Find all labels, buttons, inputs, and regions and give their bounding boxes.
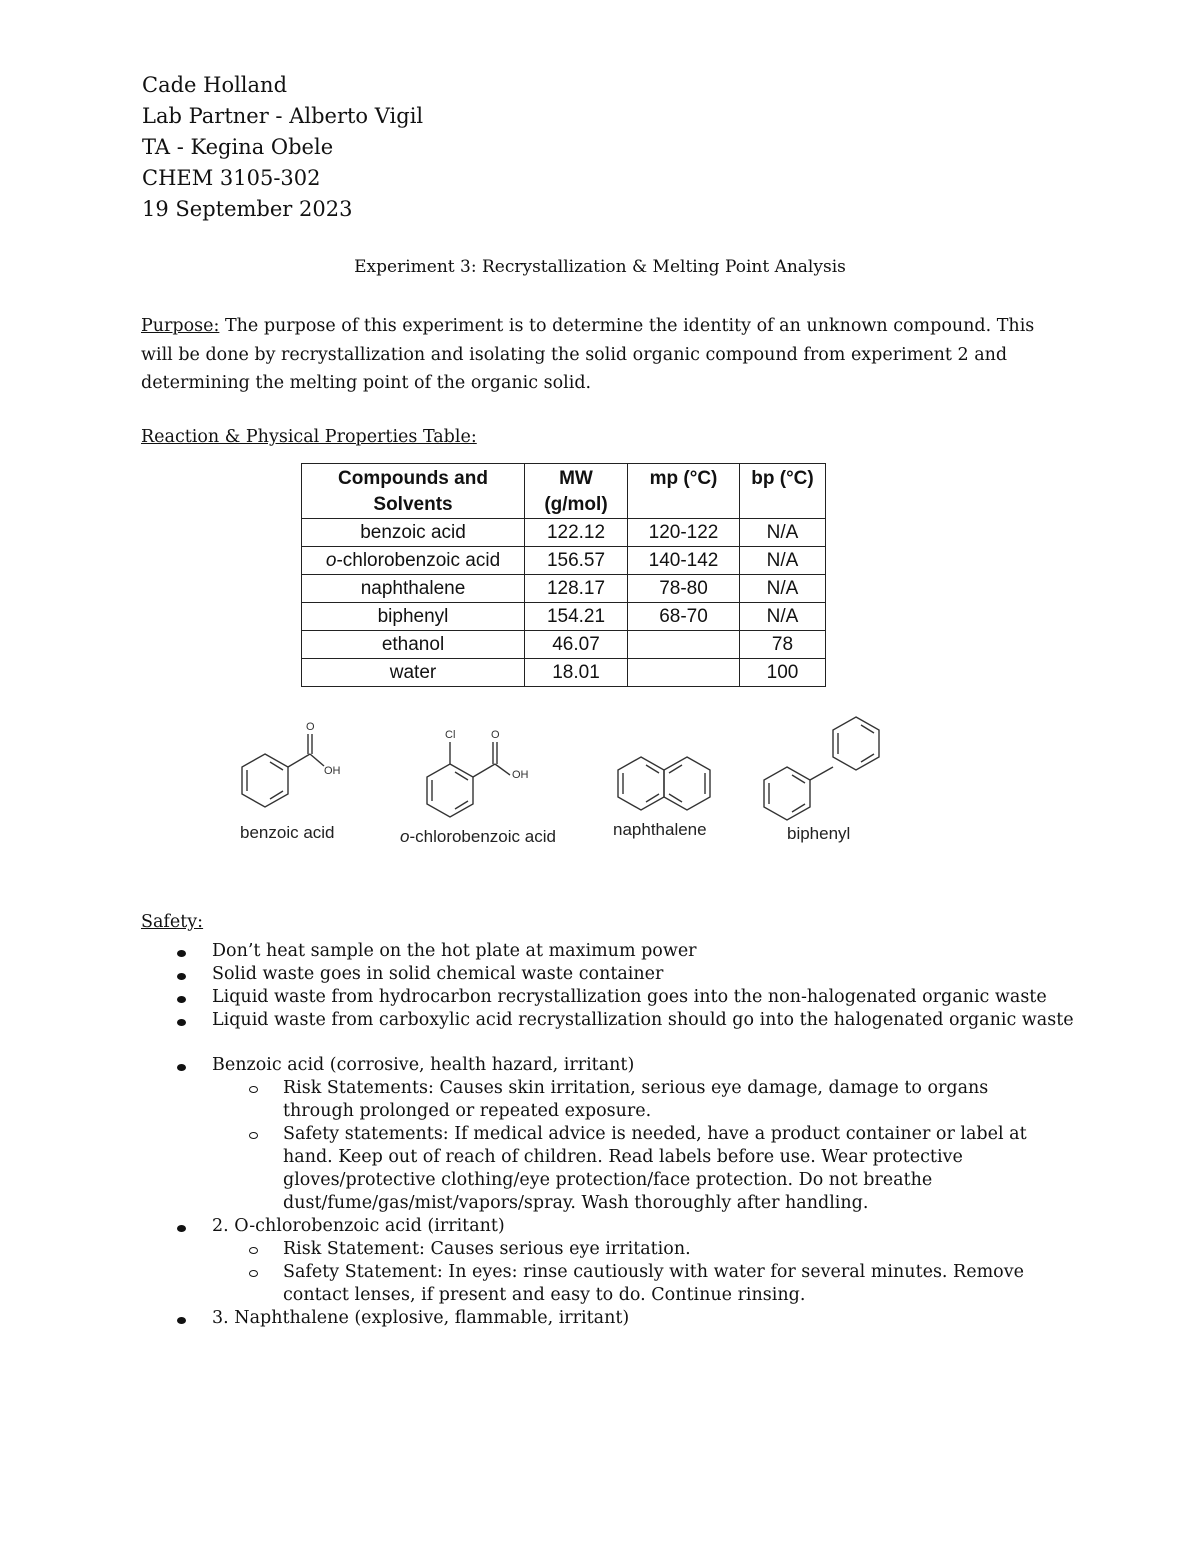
cell-compound: o-chlorobenzoic acid: [302, 547, 525, 575]
experiment-title: Experiment 3: Recrystallization & Melting Point Analysis: [354, 257, 846, 277]
cell-mw: 128.17: [525, 575, 628, 603]
cell-mp: [628, 659, 740, 687]
naphthalene-hazard: 3. Naphthalene (explosive, flammable, irritant): [0, 1307, 1092, 1330]
cell-compound: biphenyl: [302, 603, 525, 631]
list-item: Solid waste goes in solid chemical waste container: [0, 963, 1092, 986]
lab-partner: Lab Partner - Alberto Vigil: [142, 104, 424, 128]
header-compounds: Compounds and Solvents: [302, 464, 525, 519]
cell-compound: naphthalene: [302, 575, 525, 603]
bullet-icon: [177, 1064, 186, 1071]
cell-compound: ethanol: [302, 631, 525, 659]
purpose-paragraph: [141, 312, 1071, 398]
bullet-icon: [177, 1317, 186, 1324]
cell-bp: N/A: [740, 603, 826, 631]
cell-mp: 140-142: [628, 547, 740, 575]
atom-cl-label: Cl: [445, 729, 456, 741]
cell-mp: 68-70: [628, 603, 740, 631]
table-row: [302, 631, 826, 659]
list-item: Don’t heat sample on the hot plate at maximum power: [0, 940, 1092, 963]
list-item: Liquid waste from carboxylic acid recrystallization should go into the halogenated organic waste: [0, 1009, 1092, 1032]
naphthalene-caption: naphthalene: [613, 820, 707, 839]
structures-figure: [220, 712, 920, 852]
safety-heading: Safety:: [141, 912, 204, 932]
report-date: 19 September 2023: [142, 197, 353, 221]
atom-oh-label: OH: [512, 769, 529, 781]
cell-bp: N/A: [740, 547, 826, 575]
o-chlorobenzoic-acid-caption: o-chlorobenzoic acid: [400, 827, 556, 846]
purpose-text: The purpose of this experiment is to determine the identity of an unknown compound. This will be done by recrystallization and isolating the solid organic compound from experiment 2 and determining the melting point of the organic solid.: [141, 316, 1035, 393]
cell-bp: 78: [740, 631, 826, 659]
sub-bullet-icon: [249, 1086, 258, 1093]
table-header-row: [302, 464, 826, 519]
cell-compound: benzoic acid: [302, 519, 525, 547]
cell-mp: 78-80: [628, 575, 740, 603]
list-item: Liquid waste from hydrocarbon recrystallization goes into the non-halogenated organic waste: [0, 986, 1092, 1009]
reaction-table-heading: Reaction & Physical Properties Table:: [141, 427, 477, 447]
student-name: Cade Holland: [142, 73, 288, 97]
bullet-icon: [177, 973, 186, 980]
cell-mw: 122.12: [525, 519, 628, 547]
cell-mp: [628, 631, 740, 659]
atom-o-label: O: [306, 721, 315, 733]
atom-oh-label: OH: [324, 765, 341, 777]
sub-bullet-icon: [249, 1270, 258, 1277]
sub-bullet-icon: [249, 1132, 258, 1139]
benzoic-acid-hazard: Benzoic acid (corrosive, health hazard, irritant): [0, 1054, 1092, 1077]
cell-mw: 18.01: [525, 659, 628, 687]
cell-bp: N/A: [740, 519, 826, 547]
bullet-icon: [177, 950, 186, 957]
header-mw: MW (g/mol): [525, 464, 628, 519]
header-block: [142, 70, 423, 225]
biphenyl-structure: [764, 717, 879, 820]
table-row: [302, 659, 826, 687]
bullet-icon: [177, 996, 186, 1003]
benzoic-acid-risk: Risk Statements: Causes skin irritation, serious eye damage, damage to organs through prolonged or repeated exposure.: [0, 1077, 1063, 1123]
chlorobenzoic-acid-safety: Safety Statement: In eyes: rinse cautiously with water for several minutes. Remove contact lenses, if present and easy to do. Continue rinsing.: [0, 1261, 1063, 1307]
benzoic-acid-safety: Safety statements: If medical advice is needed, have a product container or label at hand. Keep out of reach of children. Read labels before use. Wear protective gloves/protective clothing/eye protection/face protection. Do not breathe dust/fume/gas/mist/vapors/spray. Wash thoroughly after handling.: [0, 1123, 1063, 1215]
sub-bullet-icon: [249, 1247, 258, 1254]
cell-compound: water: [302, 659, 525, 687]
cell-bp: N/A: [740, 575, 826, 603]
bullet-icon: [177, 1225, 186, 1232]
chlorobenzoic-acid-hazard: 2. O-chlorobenzoic acid (irritant): [0, 1215, 1092, 1238]
purpose-label: Purpose:: [141, 316, 220, 336]
cell-bp: 100: [740, 659, 826, 687]
biphenyl-caption: biphenyl: [787, 824, 851, 843]
teaching-assistant: TA - Kegina Obele: [142, 135, 334, 159]
benzoic-acid-structure: [242, 734, 324, 807]
header-mp: mp (°C): [628, 464, 740, 519]
cell-mw: 156.57: [525, 547, 628, 575]
physical-properties-table: [301, 463, 826, 687]
atom-o-label: O: [491, 729, 500, 741]
header-bp: bp (°C): [740, 464, 826, 519]
table-row: [302, 547, 826, 575]
table-row: [302, 519, 826, 547]
cell-mp: 120-122: [628, 519, 740, 547]
naphthalene-structure: [618, 757, 710, 810]
benzoic-acid-caption: benzoic acid: [240, 823, 335, 842]
course-code: CHEM 3105-302: [142, 166, 321, 190]
bullet-icon: [177, 1019, 186, 1026]
chlorobenzoic-acid-risk: Risk Statement: Causes serious eye irritation.: [0, 1238, 1063, 1261]
cell-mw: 154.21: [525, 603, 628, 631]
cell-mw: 46.07: [525, 631, 628, 659]
table-row: [302, 603, 826, 631]
o-chlorobenzoic-acid-structure: [427, 742, 510, 817]
safety-list: [0, 940, 1200, 1330]
table-row: [302, 575, 826, 603]
